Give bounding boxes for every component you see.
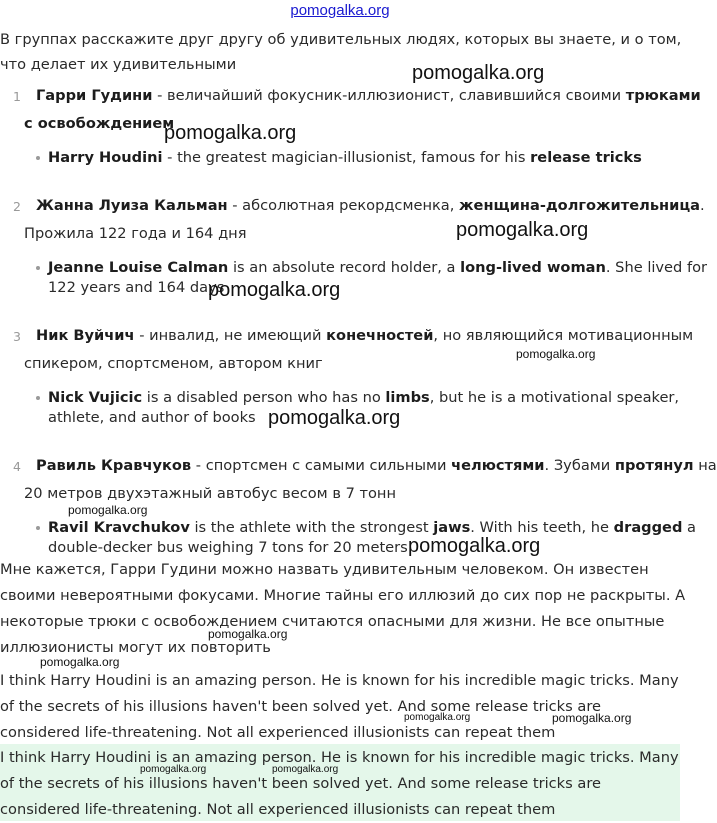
header-link[interactable]: pomogalka.org — [290, 2, 390, 19]
item-2-ru-bold: женщина-долгожительница — [459, 197, 701, 214]
highlighted-line-2: of the secrets of his illusions haven't been solved yet. And some release tricks are — [0, 775, 601, 792]
item-2-en-line-1 — [48, 258, 707, 278]
ru-paragraph-line-2: своими невероятными фокусами. Многие тайны его иллюзий до сих пор не раскрыты. А — [0, 587, 686, 604]
item-4-en-line-2: double-decker bus weighing 7 tons for 20 meters — [48, 539, 408, 556]
item-2-en-bold: long-lived woman — [460, 259, 606, 276]
item-4-ru-line-1 — [36, 453, 717, 479]
list-number-2: 2 — [13, 199, 21, 214]
ru-paragraph-line-3: некоторые трюки с освобождением считаются опасными для жизни. Не все опытные — [0, 613, 665, 630]
watermark: pomogalka.org — [40, 655, 120, 669]
watermark: pomogalka.org — [456, 219, 589, 241]
item-4-ru-bold-2: протянул — [614, 457, 694, 474]
item-3-en-line-1 — [48, 388, 679, 408]
item-3-ru-line-1 — [36, 323, 693, 349]
item-2-en-text: is an absolute record holder, a — [228, 259, 461, 276]
watermark: pomogalka.org — [208, 279, 341, 301]
list-number-4: 4 — [13, 459, 21, 474]
item-1-ru-bold: трюками — [625, 87, 701, 104]
item-1-ru-name: Гарри Гудини — [36, 87, 153, 104]
item-3-en-bold: limbs — [385, 389, 430, 406]
item-3-en-text-2: , but he is a motivational speaker, — [429, 389, 680, 406]
bullet — [36, 526, 40, 530]
item-3-en-text: is a disabled person who has no — [142, 389, 386, 406]
item-1-en-line-1 — [48, 148, 642, 168]
watermark: pomogalka.org — [140, 764, 207, 775]
ru-paragraph-line-4: иллюзионисты могут их повторить — [0, 639, 271, 656]
item-2-en-name: Jeanne Louise Calman — [48, 259, 229, 276]
en-paragraph-line-2: of the secrets of his illusions haven't been solved yet. And some release tricks are — [0, 698, 601, 715]
item-3-ru-bold: конечностей — [326, 327, 434, 344]
item-1-ru-line-1 — [36, 83, 701, 109]
item-4-ru-text: - спортсмен с самыми сильными — [191, 457, 452, 474]
item-4-ru-name: Равиль Кравчуков — [36, 457, 192, 474]
list-number-3: 3 — [13, 329, 21, 344]
item-2-ru-text: - абсолютная рекордсменка, — [227, 197, 460, 214]
highlighted-line-3: considered life-threatening. Not all experienced illusionists can repeat them — [0, 801, 556, 818]
watermark: pomogalka.org — [208, 627, 288, 641]
item-4-ru-text-3: на — [693, 457, 717, 474]
item-2-en-line-2: 122 years and 164 days — [48, 279, 225, 296]
watermark: pomogalka.org — [408, 535, 541, 557]
en-paragraph-line-3: considered life-threatening. Not all experienced illusionists can repeat them — [0, 724, 556, 741]
en-paragraph-line-1: I think Harry Houdini is an amazing person. He is known for his incredible magic tricks. Many — [0, 672, 679, 689]
watermark: pomogalka.org — [552, 711, 632, 725]
item-2-ru-text-2: . — [700, 197, 705, 214]
item-4-en-name: Ravil Kravchukov — [48, 519, 190, 536]
item-3-en-line-2: athlete, and author of books — [48, 409, 256, 426]
item-4-en-text: is the athlete with the strongest — [189, 519, 434, 536]
item-1-ru-bold-2: с освобождением — [24, 115, 175, 132]
item-4-en-text-2: . With his teeth, he — [470, 519, 614, 536]
item-1-en-name: Harry Houdini — [48, 149, 163, 166]
item-2-ru-name: Жанна Луиза Кальман — [36, 197, 228, 214]
item-4-ru-bold: челюстями — [451, 457, 545, 474]
highlighted-line-1: I think Harry Houdini is an amazing person. He is known for his incredible magic tricks. Many — [0, 749, 679, 766]
intro-line-1: В группах расскажите друг другу об удивительных людях, которых вы знаете, и о том, — [0, 31, 682, 48]
bullet — [36, 396, 40, 400]
item-4-en-bold: jaws — [433, 519, 471, 536]
item-1-ru-text: - величайший фокусник-иллюзионист, славившийся своими — [152, 87, 626, 104]
item-3-ru-line-2: спикером, спортсменом, автором книг — [24, 355, 323, 372]
watermark: pomogalka.org — [268, 407, 401, 429]
item-4-en-text-3: a — [682, 519, 696, 536]
item-1-en-bold: release tricks — [530, 149, 642, 166]
item-3-ru-text-2: , но являющийся мотивационным — [433, 327, 694, 344]
item-1-en-text: - the greatest magician-illusionist, famous for his — [162, 149, 531, 166]
bullet — [36, 266, 40, 270]
item-2-en-text-2: . She lived for — [605, 259, 708, 276]
item-4-ru-text-2: . Зубами — [544, 457, 615, 474]
item-2-ru-line-1 — [36, 193, 705, 219]
item-3-ru-text: - инвалид, не имеющий — [134, 327, 327, 344]
item-3-en-name: Nick Vujicic — [48, 389, 143, 406]
item-3-ru-name: Ник Вуйчич — [36, 327, 135, 344]
watermark: pomogalka.org — [404, 712, 471, 723]
intro-line-2: что делает их удивительными — [0, 56, 237, 73]
list-number-1: 1 — [13, 89, 21, 104]
bullet — [36, 156, 40, 160]
watermark: pomogalka.org — [68, 503, 148, 517]
item-4-en-bold-2: dragged — [613, 519, 683, 536]
item-4-en-line-1 — [48, 518, 696, 538]
item-2-ru-line-2: Прожила 122 года и 164 дня — [24, 225, 247, 242]
watermark: pomogalka.org — [516, 347, 596, 361]
watermark: pomogalka.org — [272, 764, 339, 775]
watermark: pomogalka.org — [164, 122, 297, 144]
item-4-ru-line-2: 20 метров двухэтажный автобус весом в 7 тонн — [24, 485, 397, 502]
item-1-ru-line-2 — [24, 111, 174, 137]
watermark: pomogalka.org — [412, 62, 545, 84]
ru-paragraph-line-1: Мне кажется, Гарри Гудини можно назвать удивительным человеком. Он известен — [0, 561, 649, 578]
